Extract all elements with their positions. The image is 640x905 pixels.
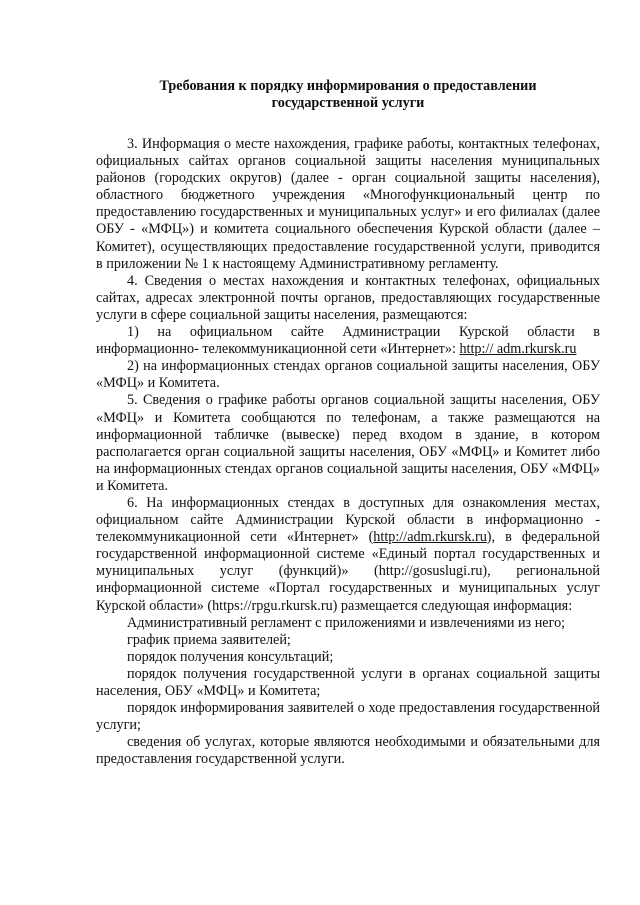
paragraph-4-item-2: 2) на информационных стендах органов социальной защиты населения, ОБУ «МФЦ» и Комитета. [96,358,600,392]
paragraph-6-text-b: ), в федеральной государственной информационной системе «Единый портал государственных и муниципальных услуг (функций)» (http://gosuslugi.ru), региональной информационной системе «Портал государственных и муниципальных услуг Курской области» (https://rpgu.rkursk.ru) размещается следующая информация: [96,529,600,614]
paragraph-5: 5. Сведения о графике работы органов социальной защиты населения, ОБУ «МФЦ» и Комитета сообщаются по телефонам, а также размещаются на информационной табличке (вывеске) перед входом в здание, в котором располагается орган социальной защиты населения, ОБУ «МФЦ» и Комитет либо на информационных стендах органов социальной защиты населения, ОБУ «МФЦ» и Комитета. [96,392,600,494]
list-item: Административный регламент с приложениями и извлечениями из него; [127,614,566,631]
paragraph-6 [96,495,600,615]
list-item: порядок получения консультаций; [127,648,334,665]
list-item: сведения об услугах, которые являются необходимыми и обязательными для предоставления государственной услуги. [96,734,600,768]
admin-site-link-2[interactable]: http://adm.rkursk.ru [373,529,487,546]
paragraph-4-item-1 [96,324,600,358]
paragraph-6-text-a: 6. На информационных стендах в доступных для ознакомления местах, официальном сайте Администрации Курской области в информационно - телекоммуникационной сети «Интернет» ( [96,494,600,546]
admin-site-link[interactable]: http:// adm.rkursk.ru [459,341,577,358]
title-line-1: Требования к порядку информирования о предоставлении [159,78,537,94]
list-item: порядок информирования заявителей о ходе предоставления государственной услуги; [96,700,600,734]
list-item: порядок получения государственной услуги в органах социальной защиты населения, ОБУ «МФЦ» и Комитета; [96,665,600,699]
title-line-2: государственной услуги [271,95,425,111]
document-title [96,78,600,112]
paragraph-4: 4. Сведения о местах нахождения и контактных телефонах, официальных сайтах, адресах электронной почты органов, предоставляющих государственные услуги в сфере социальной защиты населения, размещаются: [96,272,600,323]
paragraph-4-item-1-text: 1) на официальном сайте Администрации Курской области в информационно- телекоммуникационной сети «Интернет»: [96,324,600,358]
list-item: график приема заявителей; [127,631,291,648]
paragraph-3: 3. Информация о месте нахождения, графике работы, контактных телефонах, официальных сайтах органов социальной защиты населения муниципальных районов (городских округов) (далее - орган социальной защиты населения), областного бюджетного учреждения «Многофункциональный центр по предоставлению государственных и муниципальных услуг» и его филиалах (далее ОБУ - «МФЦ») и комитета социального обеспечения Курской области (далее – Комитет), осуществляющих предоставление государственной услуги, приводится в приложении № 1 к настоящему Административному регламенту. [96,136,600,272]
